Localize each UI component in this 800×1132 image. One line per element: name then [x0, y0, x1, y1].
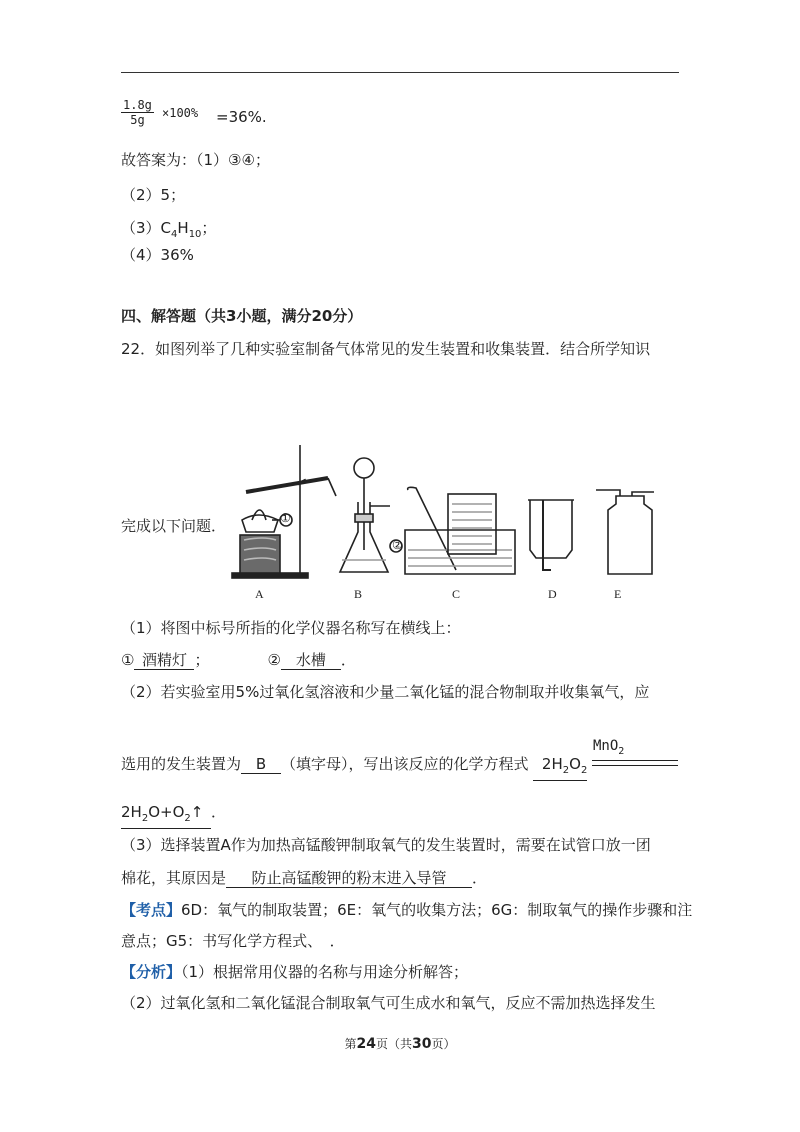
fig-label-a: A [255, 587, 264, 601]
blank-3: B [241, 755, 281, 774]
top-rule [121, 72, 679, 73]
fenxi-cont: （2）过氧化氢和二氧化锰混合制取氧气可生成水和氧气，反应不需加热选择发生 [121, 994, 656, 1012]
fig-label-b: B [354, 587, 363, 601]
times-percent: ×100% [162, 106, 199, 120]
fig-label-c: C [452, 587, 461, 601]
q22-stem: 22．如图列举了几种实验室制备气体常见的发生装置和收集装置．结合所学知识 [121, 340, 651, 358]
apparatus-b [340, 458, 390, 572]
blank-4: 防止高锰酸钾的粉末进入导管 [226, 869, 472, 888]
fig-label-e: E [614, 587, 622, 601]
apparatus-e [596, 490, 654, 574]
q22-part1: （1）将图中标号所指的化学仪器名称写在横线上： [121, 619, 461, 637]
fraction-numerator: 1.8g [123, 98, 152, 112]
fig-mark-1: ① [280, 511, 291, 525]
catalyst-label: MnO$_2$ [593, 738, 625, 757]
q22-stem-cont: 完成以下问题． [121, 517, 227, 535]
kaodian-tag: 【考点】 [121, 901, 182, 919]
apparatus-figure [228, 440, 658, 610]
kaodian: 【考点】6D：氧气的制取装置；6E：氧气的收集方法；6G：制取氧气的操作步骤和注 [121, 901, 693, 919]
q22-part3-answer: 棉花，其原因是 防止高锰酸钾的粉末进入导管 ． [121, 869, 488, 887]
apparatus-c [390, 487, 515, 574]
answer-2: （2）5； [121, 186, 186, 204]
q22-part1-answers: ① 酒精灯 ； ② 水槽 ． [121, 651, 356, 669]
kaodian-cont: 意点；G5：书写化学方程式、 ． [121, 932, 345, 950]
blank-2: 水槽 [281, 651, 341, 670]
answer-3: $(3)C_4H_{10}$； [121, 219, 217, 240]
fig-mark-2: ② [392, 538, 403, 552]
fenxi-tag: 【分析】 [121, 963, 182, 981]
q22-part2-answer: 选用的发生装置为 B （填字母），写出该反应的化学方程式 $2H_2O_2$ [121, 754, 587, 781]
fenxi: 【分析】（1）根据常用仪器的名称与用途分析解答； [121, 963, 469, 981]
calc-result: =36%. [216, 108, 267, 126]
blank-1: 酒精灯 [134, 651, 194, 670]
fraction [121, 98, 154, 127]
fig-label-d: D [548, 587, 557, 601]
answer-4: （4）36% [121, 246, 194, 264]
q22-part3: （3）选择装置A作为加热高锰酸钾制取氧气的发生装置时，需要在试管口放一团 [121, 836, 651, 854]
q22-part2: （2）若实验室用5%过氧化氢溶液和少量二氧化锰的混合物制取并收集氧气，应 [121, 683, 650, 701]
answer-intro: 故答案为：（1）③④； [121, 151, 270, 169]
equation-equals [592, 760, 678, 766]
apparatus-d [528, 500, 574, 570]
section-title: 四、解答题（共3小题，满分20分） [121, 307, 363, 325]
page-footer: 第24页（共30页） [344, 1036, 456, 1052]
fraction-denominator: 5g [130, 113, 145, 127]
q22-equation-right: $2H_2O+O_2↑$ ． [121, 802, 226, 829]
